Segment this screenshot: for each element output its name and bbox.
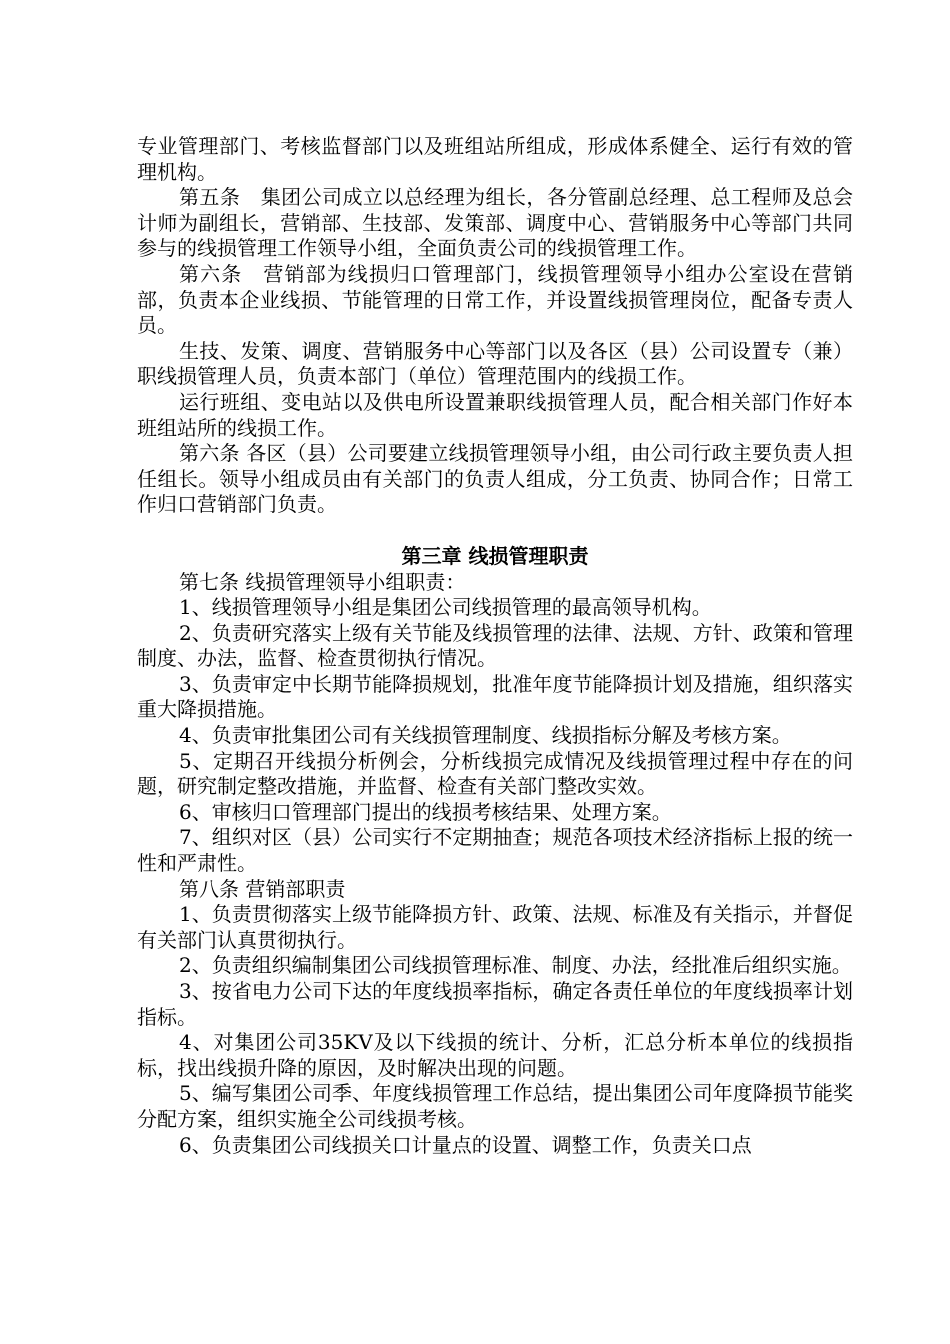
- list-item: 6、审核归口管理部门提出的线损考核结果、处理方案。: [179, 799, 672, 824]
- section-gap: [137, 518, 853, 544]
- list-item: 5、定期召开线损分析例会，分析线损完成情况及线损管理过程中存在的问题，研究制定整改措施，并监督、检查有关部门整改实效。: [137, 748, 853, 799]
- article-6: 第六条 营销部为线损归口管理部门，线损管理领导小组办公室设在营销部，负责本企业线损、节能管理的日常工作，并设置线损管理岗位，配备专责人员。: [137, 261, 853, 338]
- list-item: 7、组织对区（县）公司实行不定期抽查；规范各项技术经济指标上报的统一性和严肃性。: [137, 825, 853, 876]
- list-item: 2、负责组织编制集团公司线损管理标准、制度、办法，经批准后组织实施。: [179, 953, 852, 978]
- list-item: 1、负责贯彻落实上级节能降损方针、政策、法规、标准及有关指示，并督促有关部门认真贯彻执行。: [137, 902, 853, 952]
- paragraph: 运行班组、变电站以及供电所设置兼职线损管理人员，配合相关部门作好本班组站所的线损工作。: [137, 389, 853, 440]
- list-item: 4、负责审批集团公司有关线损管理制度、线损指标分解及考核方案。: [179, 723, 792, 748]
- chapter-title: 第三章 线损管理职责: [401, 543, 589, 568]
- list-item: 2、负责研究落实上级有关节能及线损管理的法律、法规、方针、政策和管理制度、办法，监督、检查贯彻执行情况。: [137, 620, 853, 671]
- article-5: 第五条 集团公司成立以总经理为组长，各分管副总经理、总工程师及总会计师为副组长，营销部、生技部、发策部、调度中心、营销服务中心等部门共同参与的线损管理工作领导小组，全面负责公司的线损管理工作。: [137, 185, 853, 261]
- list-item: 6、负责集团公司线损关口计量点的设置、调整工作，负责关口点: [179, 1132, 752, 1157]
- list-item: 1、线损管理领导小组是集团公司线损管理的最高领导机构。: [179, 595, 712, 620]
- document-page: [137, 134, 853, 1158]
- paragraph: 生技、发策、调度、营销服务中心等部门以及各区（县）公司设置专（兼）职线损管理人员，负责本部门（单位）管理范围内的线损工作。: [137, 338, 853, 389]
- article-6-county: 第六条 各区（县）公司要建立线损管理领导小组，由公司行政主要负责人担任组长。领导小组成员由有关部门的负责人组成，分工负责、协同合作；日常工作归口营销部门负责。: [137, 441, 853, 517]
- paragraph: 专业管理部门、考核监督部门以及班组站所组成，形成体系健全、运行有效的管理机构。: [137, 134, 853, 184]
- article-8: 第八条 营销部职责: [179, 876, 346, 901]
- list-item: 4、对集团公司35KV及以下线损的统计、分析，汇总分析本单位的线损指标，找出线损升降的原因，及时解决出现的问题。: [137, 1030, 853, 1080]
- list-item: 3、负责审定中长期节能降损规划，批准年度节能降损计划及措施，组织落实重大降损措施。: [137, 671, 853, 722]
- list-item: 5、编写集团公司季、年度线损管理工作总结，提出集团公司年度降损节能奖分配方案，组织实施全公司线损考核。: [137, 1081, 853, 1131]
- article-7: 第七条 线损管理领导小组职责：: [179, 569, 466, 594]
- list-item: 3、按省电力公司下达的年度线损率指标，确定各责任单位的年度线损率计划指标。: [137, 979, 853, 1029]
